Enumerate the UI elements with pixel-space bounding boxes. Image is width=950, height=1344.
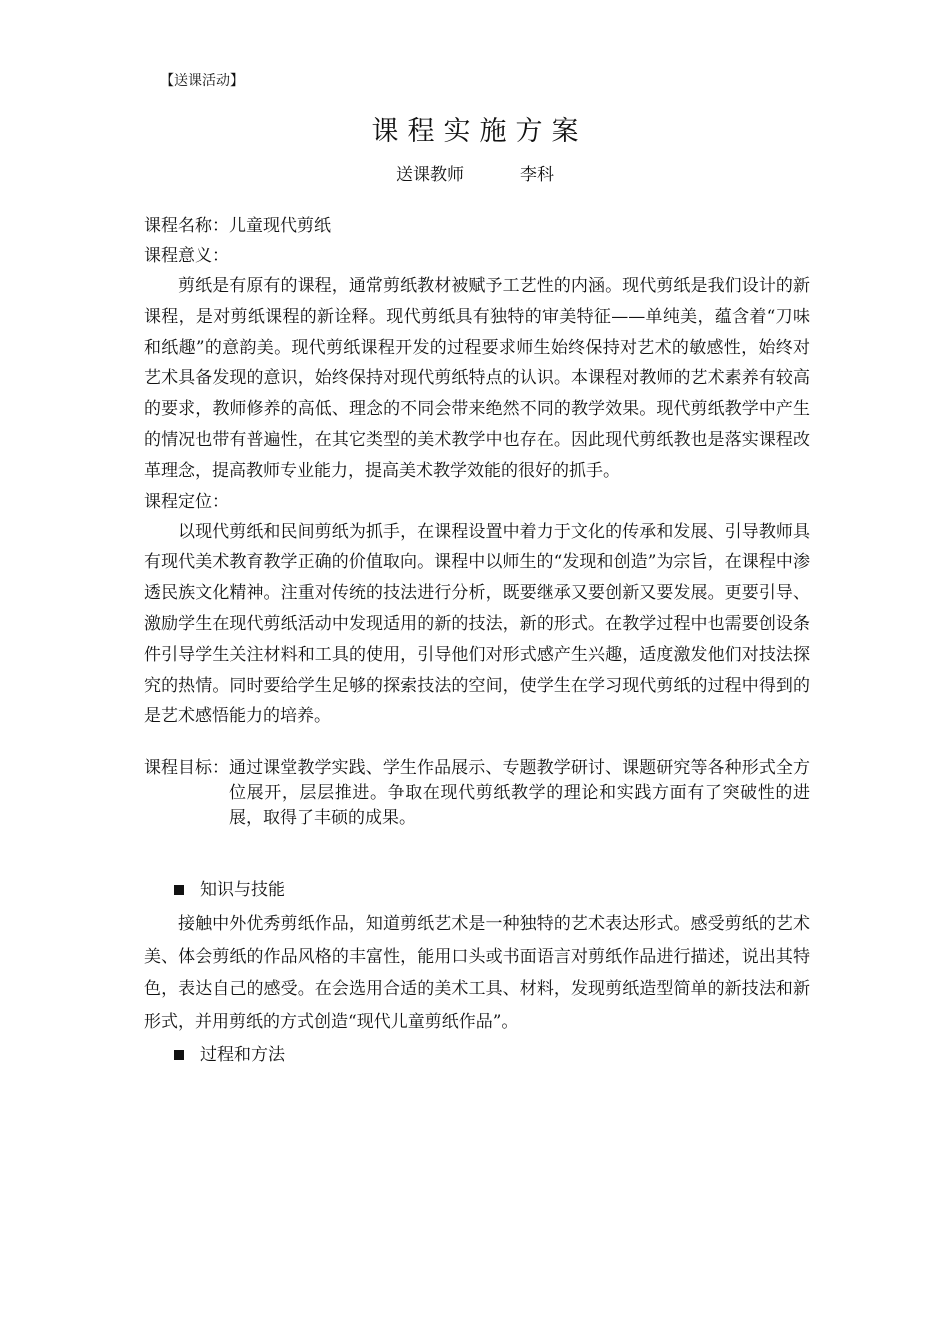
- page-title: 课程实施方案: [371, 116, 588, 147]
- section-knowledge-heading: [174, 876, 810, 904]
- section-process-title: 过程和方法: [200, 1045, 285, 1066]
- course-goal: [144, 756, 810, 831]
- course-position-label: 课程定位：: [144, 491, 229, 512]
- course-meaning-text: 剪纸是有原有的课程，通常剪纸教材被赋予工艺性的内涵。现代剪纸是我们设计的新课程，是对剪纸课程的新诠释。现代剪纸具有独特的审美特征——单纯美，蕴含着“刀味和纸趣”的意韵美。现代剪纸课程开发的过程要求师生始终保持对艺术的敏感性，始终对艺术具备发现的意识，始终保持对现代剪纸特点的认识。本课程对教师的艺术素养有较高的要求，教师修养的高低、理念的不同会带来绝然不同的教学效果。现代剪纸教学中产生的情况也带有普遍性，在其它类型的美术教学中也存在。因此现代剪纸教也是落实课程改革理念，提高教师专业能力，提高美术教学效能的很好的抓手。: [144, 276, 810, 481]
- document-body: [144, 211, 810, 1069]
- course-name-label: 课程名称：: [144, 216, 229, 236]
- section-knowledge-text: 接触中外优秀剪纸作品，知道剪纸艺术是一种独特的艺术表达形式。感受剪纸的艺术美、体会剪纸的作品风格的丰富性，能用口头或书面语言对剪纸作品进行描述，说出其特色，表达自己的感受。在会选用合适的美术工具、材料，发现剪纸造型简单的新技法和新形式，并用剪纸的方式创造“现代儿童剪纸作品”。: [144, 914, 810, 1032]
- section-knowledge-title: 知识与技能: [200, 880, 285, 901]
- course-meaning-label: 课程意义：: [144, 246, 229, 266]
- activity-tag: 【送课活动】: [160, 73, 244, 89]
- square-bullet-icon: [174, 885, 184, 895]
- teacher-line: [0, 163, 950, 187]
- course-name-line: [144, 211, 810, 241]
- course-position-text: 以现代剪纸和民间剪纸为抓手，在课程设置中着力于文化的传承和发展、引导教师具有现代美术教育教学正确的价值取向。课程中以师生的“发现和创造”为宗旨，在课程中渗透民族文化精神。注重对传统的技法进行分析，既要继承又要创新又要发展。更要引导、激励学生在现代剪纸活动中发现适用的新的技法，新的形式。在教学过程中也需要创设条件引导学生关注材料和工具的使用，引导他们对形式感产生兴趣，适度激发他们对技法探究的热情。同时要给学生足够的探索技法的空间，使学生在学习现代剪纸的过程中得到的是艺术感悟能力的培养。: [144, 521, 810, 727]
- teacher-role: 送课教师: [396, 165, 464, 185]
- teacher-name: 李科: [520, 165, 554, 185]
- square-bullet-icon: [174, 1050, 184, 1060]
- course-name-value: 儿童现代剪纸: [229, 216, 331, 236]
- course-goal-label: 课程目标：: [144, 758, 229, 779]
- course-goal-text: 通过课堂教学实践、学生作品展示、专题教学研讨、课题研究等各种形式全方位展开，层层推进。争取在现代剪纸教学的理论和实践方面有了突破性的进展，取得了丰硕的成果。: [229, 758, 810, 829]
- section-process-heading: [174, 1041, 810, 1069]
